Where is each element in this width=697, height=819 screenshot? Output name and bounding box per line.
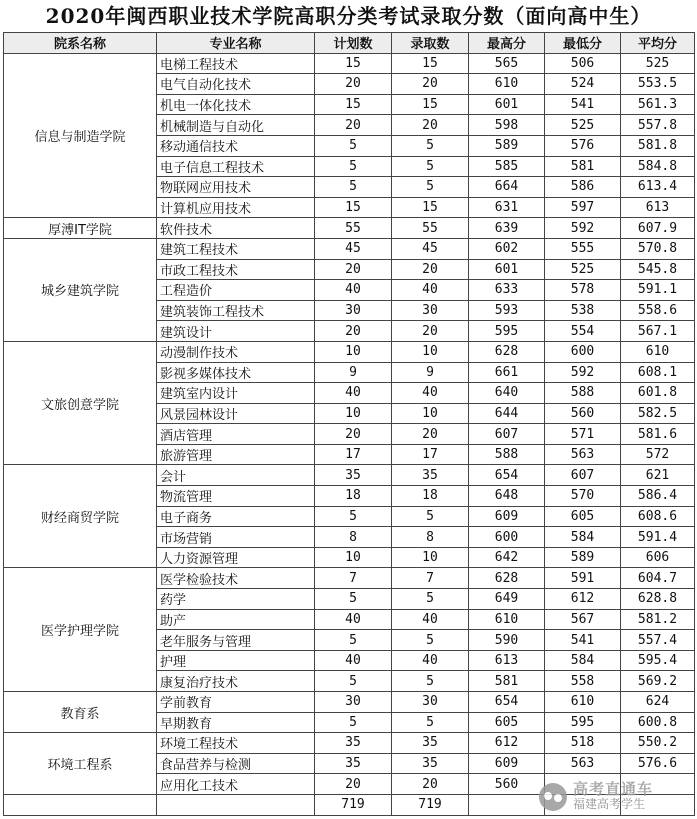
max-score-cell: 602 xyxy=(469,238,545,259)
min-score-cell: 610 xyxy=(545,692,621,713)
totals-max-cell xyxy=(469,794,545,815)
major-cell: 康复治疗技术 xyxy=(157,671,315,692)
avg-score-cell: 610 xyxy=(621,341,695,362)
dept-cell: 信息与制造学院 xyxy=(4,53,157,218)
plan-cell: 10 xyxy=(315,403,392,424)
plan-cell: 9 xyxy=(315,362,392,383)
max-score-cell: 640 xyxy=(469,383,545,404)
avg-score-cell: 569.2 xyxy=(621,671,695,692)
plan-cell: 35 xyxy=(315,753,392,774)
table-row xyxy=(4,733,695,754)
plan-cell: 5 xyxy=(315,630,392,651)
admitted-cell: 5 xyxy=(392,135,469,156)
major-cell: 风景园林设计 xyxy=(157,403,315,424)
min-score-cell: 592 xyxy=(545,218,621,239)
min-score-cell: 571 xyxy=(545,424,621,445)
admitted-cell: 15 xyxy=(392,197,469,218)
avg-score-cell: 604.7 xyxy=(621,568,695,589)
table-body xyxy=(4,53,695,815)
table-row xyxy=(4,53,695,74)
min-score-cell: 605 xyxy=(545,506,621,527)
table-row xyxy=(4,568,695,589)
table-row xyxy=(4,692,695,713)
plan-cell: 35 xyxy=(315,733,392,754)
min-score-cell: 588 xyxy=(545,383,621,404)
min-score-cell: 581 xyxy=(545,156,621,177)
major-cell: 机械制造与自动化 xyxy=(157,115,315,136)
dept-cell: 厚溥IT学院 xyxy=(4,218,157,239)
min-score-cell: 524 xyxy=(545,74,621,95)
min-score-cell: 525 xyxy=(545,115,621,136)
plan-cell: 5 xyxy=(315,589,392,610)
max-score-cell: 612 xyxy=(469,733,545,754)
dept-cell: 环境工程系 xyxy=(4,733,157,795)
plan-cell: 5 xyxy=(315,506,392,527)
admitted-cell: 30 xyxy=(392,300,469,321)
avg-score-cell: 600.8 xyxy=(621,712,695,733)
avg-score-cell: 570.8 xyxy=(621,238,695,259)
major-cell: 计算机应用技术 xyxy=(157,197,315,218)
admitted-cell: 8 xyxy=(392,527,469,548)
table-row xyxy=(4,238,695,259)
max-score-cell: 609 xyxy=(469,753,545,774)
min-score-cell: 538 xyxy=(545,300,621,321)
major-cell: 电气自动化技术 xyxy=(157,74,315,95)
max-score-cell: 664 xyxy=(469,177,545,198)
admitted-cell: 40 xyxy=(392,383,469,404)
totals-major-cell xyxy=(157,794,315,815)
avg-score-cell: 558.6 xyxy=(621,300,695,321)
admitted-cell: 20 xyxy=(392,774,469,795)
plan-cell: 5 xyxy=(315,177,392,198)
admitted-cell: 10 xyxy=(392,403,469,424)
avg-score-cell: 525 xyxy=(621,53,695,74)
major-cell: 酒店管理 xyxy=(157,424,315,445)
max-score-cell: 613 xyxy=(469,650,545,671)
min-score-cell: 592 xyxy=(545,362,621,383)
plan-cell: 7 xyxy=(315,568,392,589)
max-score-cell: 654 xyxy=(469,692,545,713)
admitted-cell: 40 xyxy=(392,609,469,630)
dept-cell: 文旅创意学院 xyxy=(4,341,157,465)
major-cell: 旅游管理 xyxy=(157,444,315,465)
plan-cell: 15 xyxy=(315,94,392,115)
avg-score-cell: 601.8 xyxy=(621,383,695,404)
major-cell: 建筑室内设计 xyxy=(157,383,315,404)
min-score-cell: 584 xyxy=(545,650,621,671)
major-cell: 老年服务与管理 xyxy=(157,630,315,651)
max-score-cell: 648 xyxy=(469,486,545,507)
min-score-cell: 595 xyxy=(545,712,621,733)
major-cell: 物联网应用技术 xyxy=(157,177,315,198)
min-score-cell: 541 xyxy=(545,630,621,651)
min-score-cell: 541 xyxy=(545,94,621,115)
admitted-cell: 17 xyxy=(392,444,469,465)
plan-cell: 35 xyxy=(315,465,392,486)
admitted-cell: 5 xyxy=(392,712,469,733)
header-max-score: 最高分 xyxy=(469,33,545,54)
plan-cell: 55 xyxy=(315,218,392,239)
admitted-cell: 40 xyxy=(392,280,469,301)
major-cell: 动漫制作技术 xyxy=(157,341,315,362)
avg-score-cell: 550.2 xyxy=(621,733,695,754)
min-score-cell: 525 xyxy=(545,259,621,280)
total-admitted-cell: 719 xyxy=(392,794,469,815)
admitted-cell: 20 xyxy=(392,115,469,136)
min-score-cell: 563 xyxy=(545,753,621,774)
avg-score-cell: 608.1 xyxy=(621,362,695,383)
plan-cell: 15 xyxy=(315,197,392,218)
header-row xyxy=(4,33,695,54)
table-row xyxy=(4,465,695,486)
max-score-cell: 628 xyxy=(469,568,545,589)
major-cell: 医学检验技术 xyxy=(157,568,315,589)
max-score-cell: 601 xyxy=(469,259,545,280)
major-cell: 学前教育 xyxy=(157,692,315,713)
major-cell: 食品营养与检测 xyxy=(157,753,315,774)
major-cell: 市政工程技术 xyxy=(157,259,315,280)
plan-cell: 15 xyxy=(315,53,392,74)
max-score-cell: 589 xyxy=(469,135,545,156)
major-cell: 护理 xyxy=(157,650,315,671)
avg-score-cell: 584.8 xyxy=(621,156,695,177)
major-cell: 早期教育 xyxy=(157,712,315,733)
table-row xyxy=(4,218,695,239)
header-dept: 院系名称 xyxy=(4,33,157,54)
avg-score-cell: 581.2 xyxy=(621,609,695,630)
major-cell: 工程造价 xyxy=(157,280,315,301)
max-score-cell: 585 xyxy=(469,156,545,177)
header-major: 专业名称 xyxy=(157,33,315,54)
avg-score-cell: 624 xyxy=(621,692,695,713)
plan-cell: 40 xyxy=(315,650,392,671)
dept-cell: 财经商贸学院 xyxy=(4,465,157,568)
max-score-cell: 631 xyxy=(469,197,545,218)
major-cell: 药学 xyxy=(157,589,315,610)
min-score-cell: 578 xyxy=(545,280,621,301)
min-score-cell: 563 xyxy=(545,444,621,465)
max-score-cell: 610 xyxy=(469,74,545,95)
admitted-cell: 5 xyxy=(392,177,469,198)
min-score-cell: 576 xyxy=(545,135,621,156)
avg-score-cell: 557.4 xyxy=(621,630,695,651)
max-score-cell: 605 xyxy=(469,712,545,733)
max-score-cell: 598 xyxy=(469,115,545,136)
table-row xyxy=(4,341,695,362)
plan-cell: 20 xyxy=(315,115,392,136)
avg-score-cell: 621 xyxy=(621,465,695,486)
admitted-cell: 15 xyxy=(392,53,469,74)
avg-score-cell: 628.8 xyxy=(621,589,695,610)
major-cell: 软件技术 xyxy=(157,218,315,239)
admitted-cell: 9 xyxy=(392,362,469,383)
plan-cell: 10 xyxy=(315,341,392,362)
avg-score-cell: 582.5 xyxy=(621,403,695,424)
watermark-line1: 高考直通车 xyxy=(573,780,654,798)
major-cell: 影视多媒体技术 xyxy=(157,362,315,383)
min-score-cell: 506 xyxy=(545,53,621,74)
major-cell: 应用化工技术 xyxy=(157,774,315,795)
avg-score-cell: 567.1 xyxy=(621,321,695,342)
max-score-cell: 560 xyxy=(469,774,545,795)
admitted-cell: 30 xyxy=(392,692,469,713)
avg-score-cell: 613.4 xyxy=(621,177,695,198)
plan-cell: 20 xyxy=(315,259,392,280)
avg-score-cell: 561.3 xyxy=(621,94,695,115)
plan-cell: 8 xyxy=(315,527,392,548)
min-score-cell: 597 xyxy=(545,197,621,218)
max-score-cell: 600 xyxy=(469,527,545,548)
admitted-cell: 10 xyxy=(392,547,469,568)
avg-score-cell: 586.4 xyxy=(621,486,695,507)
admitted-cell: 7 xyxy=(392,568,469,589)
min-score-cell: 558 xyxy=(545,671,621,692)
max-score-cell: 654 xyxy=(469,465,545,486)
admitted-cell: 20 xyxy=(392,424,469,445)
major-cell: 建筑装饰工程技术 xyxy=(157,300,315,321)
avg-score-cell: 608.6 xyxy=(621,506,695,527)
max-score-cell: 565 xyxy=(469,53,545,74)
admitted-cell: 40 xyxy=(392,650,469,671)
plan-cell: 20 xyxy=(315,424,392,445)
max-score-cell: 610 xyxy=(469,609,545,630)
min-score-cell: 612 xyxy=(545,589,621,610)
admitted-cell: 18 xyxy=(392,486,469,507)
admitted-cell: 35 xyxy=(392,733,469,754)
plan-cell: 5 xyxy=(315,671,392,692)
max-score-cell: 601 xyxy=(469,94,545,115)
plan-cell: 30 xyxy=(315,692,392,713)
avg-score-cell: 595.4 xyxy=(621,650,695,671)
wechat-icon xyxy=(539,783,567,811)
max-score-cell: 581 xyxy=(469,671,545,692)
header-min-score: 最低分 xyxy=(545,33,621,54)
plan-cell: 5 xyxy=(315,135,392,156)
plan-cell: 20 xyxy=(315,74,392,95)
watermark-line2: 福建高考学生 xyxy=(573,797,646,811)
dept-cell: 城乡建筑学院 xyxy=(4,238,157,341)
admitted-cell: 10 xyxy=(392,341,469,362)
plan-cell: 10 xyxy=(315,547,392,568)
max-score-cell: 593 xyxy=(469,300,545,321)
plan-cell: 45 xyxy=(315,238,392,259)
min-score-cell: 555 xyxy=(545,238,621,259)
avg-score-cell: 557.8 xyxy=(621,115,695,136)
admitted-cell: 20 xyxy=(392,74,469,95)
max-score-cell: 649 xyxy=(469,589,545,610)
max-score-cell: 588 xyxy=(469,444,545,465)
max-score-cell: 633 xyxy=(469,280,545,301)
admitted-cell: 5 xyxy=(392,671,469,692)
min-score-cell: 586 xyxy=(545,177,621,198)
avg-score-cell: 581.8 xyxy=(621,135,695,156)
admitted-cell: 15 xyxy=(392,94,469,115)
avg-score-cell: 607.9 xyxy=(621,218,695,239)
plan-cell: 5 xyxy=(315,156,392,177)
avg-score-cell: 572 xyxy=(621,444,695,465)
max-score-cell: 590 xyxy=(469,630,545,651)
plan-cell: 40 xyxy=(315,280,392,301)
plan-cell: 20 xyxy=(315,321,392,342)
major-cell: 移动通信技术 xyxy=(157,135,315,156)
min-score-cell: 560 xyxy=(545,403,621,424)
major-cell: 会计 xyxy=(157,465,315,486)
avg-score-cell: 576.6 xyxy=(621,753,695,774)
major-cell: 物流管理 xyxy=(157,486,315,507)
max-score-cell: 628 xyxy=(469,341,545,362)
dept-cell: 教育系 xyxy=(4,692,157,733)
min-score-cell: 589 xyxy=(545,547,621,568)
major-cell: 助产 xyxy=(157,609,315,630)
avg-score-cell: 606 xyxy=(621,547,695,568)
totals-dept-cell xyxy=(4,794,157,815)
max-score-cell: 609 xyxy=(469,506,545,527)
admitted-cell: 55 xyxy=(392,218,469,239)
admitted-cell: 5 xyxy=(392,630,469,651)
avg-score-cell: 613 xyxy=(621,197,695,218)
avg-score-cell: 591.4 xyxy=(621,527,695,548)
min-score-cell: 518 xyxy=(545,733,621,754)
dept-cell: 医学护理学院 xyxy=(4,568,157,692)
min-score-cell: 607 xyxy=(545,465,621,486)
avg-score-cell: 581.6 xyxy=(621,424,695,445)
avg-score-cell: 553.5 xyxy=(621,74,695,95)
plan-cell: 18 xyxy=(315,486,392,507)
admitted-cell: 35 xyxy=(392,753,469,774)
max-score-cell: 607 xyxy=(469,424,545,445)
major-cell: 建筑设计 xyxy=(157,321,315,342)
major-cell: 环境工程技术 xyxy=(157,733,315,754)
admitted-cell: 45 xyxy=(392,238,469,259)
min-score-cell: 584 xyxy=(545,527,621,548)
max-score-cell: 661 xyxy=(469,362,545,383)
admitted-cell: 20 xyxy=(392,259,469,280)
total-plan-cell: 719 xyxy=(315,794,392,815)
major-cell: 建筑工程技术 xyxy=(157,238,315,259)
avg-score-cell: 545.8 xyxy=(621,259,695,280)
max-score-cell: 644 xyxy=(469,403,545,424)
major-cell: 人力资源管理 xyxy=(157,547,315,568)
header-avg-score: 平均分 xyxy=(621,33,695,54)
page-title: 2020年闽西职业技术学院高职分类考试录取分数（面向高中生） xyxy=(45,4,652,28)
admitted-cell: 5 xyxy=(392,589,469,610)
major-cell: 电子信息工程技术 xyxy=(157,156,315,177)
max-score-cell: 595 xyxy=(469,321,545,342)
min-score-cell: 554 xyxy=(545,321,621,342)
avg-score-cell: 591.1 xyxy=(621,280,695,301)
plan-cell: 20 xyxy=(315,774,392,795)
admitted-cell: 5 xyxy=(392,506,469,527)
min-score-cell: 591 xyxy=(545,568,621,589)
min-score-cell: 567 xyxy=(545,609,621,630)
max-score-cell: 639 xyxy=(469,218,545,239)
plan-cell: 17 xyxy=(315,444,392,465)
plan-cell: 40 xyxy=(315,383,392,404)
admitted-cell: 20 xyxy=(392,321,469,342)
admitted-cell: 5 xyxy=(392,156,469,177)
header-admitted: 录取数 xyxy=(392,33,469,54)
plan-cell: 40 xyxy=(315,609,392,630)
major-cell: 电子商务 xyxy=(157,506,315,527)
watermark xyxy=(539,779,689,815)
admitted-cell: 35 xyxy=(392,465,469,486)
major-cell: 市场营销 xyxy=(157,527,315,548)
major-cell: 机电一体化技术 xyxy=(157,94,315,115)
max-score-cell: 642 xyxy=(469,547,545,568)
plan-cell: 5 xyxy=(315,712,392,733)
plan-cell: 30 xyxy=(315,300,392,321)
min-score-cell: 570 xyxy=(545,486,621,507)
admission-score-table xyxy=(3,32,695,816)
major-cell: 电梯工程技术 xyxy=(157,53,315,74)
header-plan: 计划数 xyxy=(315,33,392,54)
min-score-cell: 600 xyxy=(545,341,621,362)
